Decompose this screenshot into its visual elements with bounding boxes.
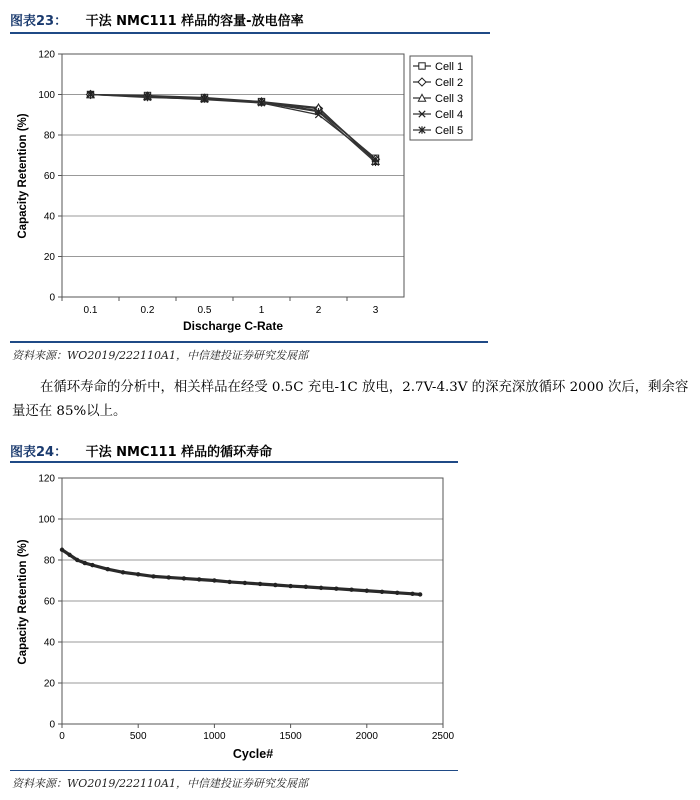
- figure1-title-rule: [10, 32, 490, 34]
- figure2-title: [10, 441, 272, 460]
- figure2-title-rule: [10, 461, 458, 463]
- chart2-data-point: [349, 588, 353, 592]
- chart2-y-tick-label: 80: [43, 555, 55, 567]
- figure2-source: 资料来源：WO2019/222110A1，中信建投证券研究发展部: [12, 777, 308, 790]
- chart2-data-points: [60, 548, 423, 597]
- figure2-bottom-rule: [10, 770, 458, 771]
- chart1-series-line-cell-4: [91, 95, 376, 160]
- chart1-y-tick-label: 20: [43, 252, 55, 263]
- chart2-y-axis-label: Capacity Retention (%): [17, 539, 29, 665]
- chart2-data-point: [121, 570, 125, 574]
- chart2-y-ticks: [38, 474, 62, 731]
- chart1-y-axis-label: Capacity Retention (%): [17, 113, 29, 239]
- chart2-x-tick-label: 500: [129, 731, 147, 742]
- chart2-data-point: [60, 548, 64, 552]
- chart2-data-point: [304, 585, 308, 589]
- chart2-y-tick-label: 100: [38, 514, 55, 526]
- chart1-y-tick-label: 80: [43, 130, 55, 142]
- chart2-x-ticks: [59, 724, 454, 742]
- chart1-x-axis-label: Discharge C-Rate: [182, 319, 284, 333]
- body-paragraph: 在循环寿命的分析中，相关样品在经受 0.5C 充电-1C 放电，2.7V-4.3V 的深充深放循环 2000 次后，剩余容量还在 85%以上。: [12, 380, 689, 419]
- chart2-data-point: [90, 563, 94, 567]
- chart2-data-point: [258, 582, 262, 586]
- figure1-title: [10, 10, 304, 29]
- chart2-data-point: [334, 587, 338, 591]
- chart1-series-line-cell-2: [91, 95, 376, 160]
- chart2-data-point: [243, 581, 247, 585]
- chart2-y-tick-label: 40: [43, 637, 55, 649]
- chart2-data-point: [319, 586, 323, 590]
- chart2-x-tick-label: 1000: [203, 731, 226, 742]
- chart2-data-point: [418, 592, 422, 596]
- chart2-gridlines: [62, 519, 443, 683]
- chart2-data-point: [410, 592, 414, 596]
- figure1-bottom-rule: [10, 341, 488, 343]
- chart1-gridlines: [62, 95, 404, 257]
- chart2-data-point: [182, 576, 186, 580]
- chart1-x-tick-label: 0.5: [197, 305, 212, 316]
- figure1-number: 图表23：: [10, 14, 68, 29]
- chart2-cycle-life: [0, 465, 700, 770]
- chart2-x-tick-label: 2500: [431, 731, 455, 742]
- chart2-data-point: [75, 558, 79, 562]
- chart2-data-point: [67, 553, 71, 557]
- chart2-data-point: [166, 575, 170, 579]
- chart2-data-point: [212, 578, 216, 582]
- chart2-data-point: [151, 574, 155, 578]
- chart2-data-point: [136, 572, 140, 576]
- chart2-data-point: [197, 577, 201, 581]
- chart1-legend-label: Cell 5: [435, 125, 464, 137]
- figure2-number: 图表24：: [10, 445, 68, 460]
- chart1-y-tick-label: 100: [38, 90, 55, 101]
- chart1-y-tick-label: 0: [49, 292, 55, 304]
- chart1-x-tick-label: 2: [315, 305, 322, 316]
- chart1-legend-label: Cell 2: [435, 77, 464, 89]
- chart1-legend-marker: [419, 63, 425, 69]
- chart2-series-trace: [62, 550, 420, 595]
- chart2-x-tick-label: 1500: [279, 731, 302, 742]
- chart2-x-tick-label: 0: [59, 731, 65, 742]
- chart1-y-tick-label: 40: [43, 211, 55, 223]
- chart2-data-point: [365, 589, 369, 593]
- chart1-x-tick-label: 3: [372, 305, 379, 316]
- chart1-legend: [410, 56, 472, 140]
- chart1-legend-label: Cell 4: [435, 109, 464, 121]
- chart2-data-point: [288, 584, 292, 588]
- chart2-data-point: [83, 561, 87, 565]
- chart2-data-point: [106, 567, 110, 571]
- chart2-data-point: [380, 590, 384, 594]
- chart2-x-tick-label: 2000: [355, 731, 378, 742]
- chart1-y-tick-label: 120: [38, 49, 55, 61]
- chart1-legend-label: Cell 3: [435, 93, 464, 105]
- chart2-y-tick-label: 60: [43, 596, 55, 608]
- chart2-data-point: [273, 583, 277, 587]
- chart1-y-ticks: [38, 50, 62, 304]
- figure1-source: 资料来源：WO2019/222110A1，中信建投证券研究发展部: [12, 349, 308, 362]
- chart1-x-tick-label: 0.1: [83, 305, 98, 316]
- chart2-x-axis-label: Cycle#: [232, 747, 274, 761]
- chart1-y-tick-label: 60: [43, 171, 55, 182]
- chart2-y-tick-label: 0: [49, 719, 55, 731]
- chart2-y-tick-label: 20: [43, 678, 55, 690]
- chart1-series-line-cell-5: [91, 95, 376, 163]
- chart1-x-ticks: [62, 297, 379, 316]
- chart1-series-group: [87, 91, 380, 167]
- figure1-title-text: 干法 NMC111 样品的容量-放电倍率: [85, 14, 304, 29]
- chart1-x-tick-label: 1: [258, 305, 265, 316]
- chart1-rate-capability: [0, 36, 700, 346]
- chart1-x-tick-label: 0.2: [140, 305, 155, 316]
- chart2-data-point: [395, 591, 399, 595]
- chart2-y-tick-label: 120: [38, 473, 55, 485]
- chart1-legend-label: Cell 1: [435, 61, 464, 73]
- figure2-title-text: 干法 NMC111 样品的循环寿命: [85, 445, 273, 460]
- chart2-data-point: [227, 580, 231, 584]
- chart1-series-line-cell-3: [91, 95, 376, 162]
